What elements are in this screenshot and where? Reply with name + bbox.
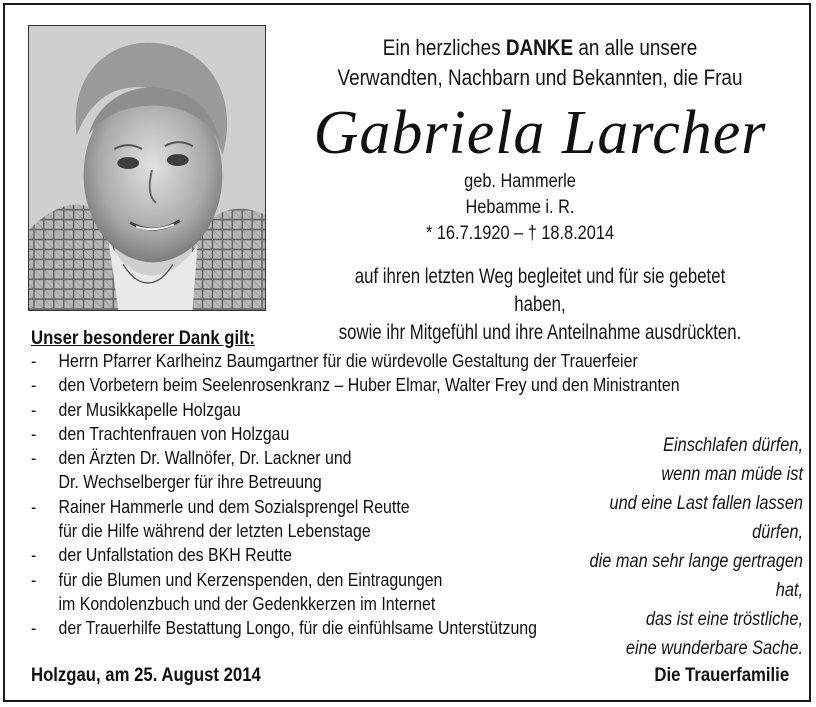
signature: Die Trauerfamilie (654, 665, 789, 686)
list-dash: - (31, 617, 37, 639)
thanks-item (31, 422, 564, 446)
place-and-date: Holzgau, am 25. August 2014 (31, 665, 261, 686)
thanks-item-line: den Vorbetern beim Seelenrosenkranz – Huber Elmar, Walter Frey und den Ministranten (58, 374, 680, 396)
list-dash: - (31, 374, 37, 396)
profession: Hebamme i. R. (465, 197, 575, 218)
thanks-item-line: Rainer Hammerle und dem Sozialsprengel Reutte (58, 495, 410, 517)
deceased-name: Gabriela Larcher (313, 99, 767, 167)
thanks-item-line: der Musikkapelle Holzgau (58, 398, 241, 420)
thanks-item (31, 373, 680, 397)
portrait-image (29, 26, 265, 310)
poem-line: Einschlafen dürfen, (663, 435, 803, 456)
special-thanks-heading: Unser besonderer Dank gilt: (31, 328, 255, 349)
poem-line: die man sehr lange gertragen hat, (589, 551, 803, 601)
danke-word: DANKE (505, 35, 574, 60)
closing-line-1: auf ihren letzten Weg begleitet und für sie gebetet haben, (354, 265, 726, 316)
life-dates: * 16.7.1920 – † 18.8.2014 (425, 223, 615, 244)
maiden-name: geb. Hammerle (464, 171, 576, 192)
thanks-item-line: Dr. Wechselberger für ihre Betreuung (58, 471, 322, 493)
thanks-item-line: der Unfallstation des BKH Reutte (58, 544, 292, 566)
intro-line-2: Verwandten, Nachbarn und Bekannten, die Frau (337, 65, 743, 90)
thanks-item-line: im Kondolenzbuch und der Gedenkkerzen im Internet (58, 592, 436, 614)
thanks-item (31, 349, 638, 373)
poem-line: und eine Last fallen lassen dürfen, (609, 493, 803, 543)
list-dash: - (31, 568, 37, 590)
thanks-item (31, 446, 564, 495)
list-dash: - (31, 447, 37, 469)
intro-line-1: Ein herzliches DANKE an alle unsere (382, 35, 698, 60)
closing-line-2: sowie ihr Mitgefühl und ihre Anteilnahme ausdrückten. (338, 321, 742, 344)
intro-text (312, 33, 768, 93)
thanks-item (31, 568, 564, 617)
thanks-item (31, 616, 564, 640)
thanks-item-line: für die Hilfe während der letzten Lebenstage (58, 520, 371, 542)
thanks-item (31, 495, 564, 544)
poem (564, 431, 803, 663)
poem-line: eine wunderbare Sache. (625, 638, 803, 659)
thanks-item-line: für die Blumen und Kerzenspenden, den Eintragungen (58, 568, 443, 590)
list-dash: - (31, 495, 37, 517)
list-dash: - (31, 544, 37, 566)
list-dash: - (31, 422, 37, 444)
thanks-item-line: den Trachtenfrauen von Holzgau (58, 422, 290, 444)
poem-line: wenn man müde ist (661, 464, 803, 485)
thanks-item-line: der Trauerhilfe Bestattung Longo, für die einfühlsame Unterstützung (58, 617, 538, 639)
portrait-photo (28, 25, 266, 311)
thanks-item (31, 543, 564, 567)
poem-line: das ist eine tröstliche, (645, 609, 803, 630)
thanks-item-line: Herrn Pfarrer Karlheinz Baumgartner für die würdevolle Gestaltung der Trauerfeier (58, 350, 638, 371)
thanks-item (31, 398, 564, 422)
list-dash: - (31, 350, 37, 371)
thanks-item-line: den Ärzten Dr. Wallnöfer, Dr. Lackner und (58, 447, 352, 469)
closing-text (328, 263, 752, 347)
obituary-card (3, 3, 811, 702)
list-dash: - (31, 398, 37, 420)
special-thanks-list (31, 349, 680, 641)
personal-details (361, 169, 679, 247)
